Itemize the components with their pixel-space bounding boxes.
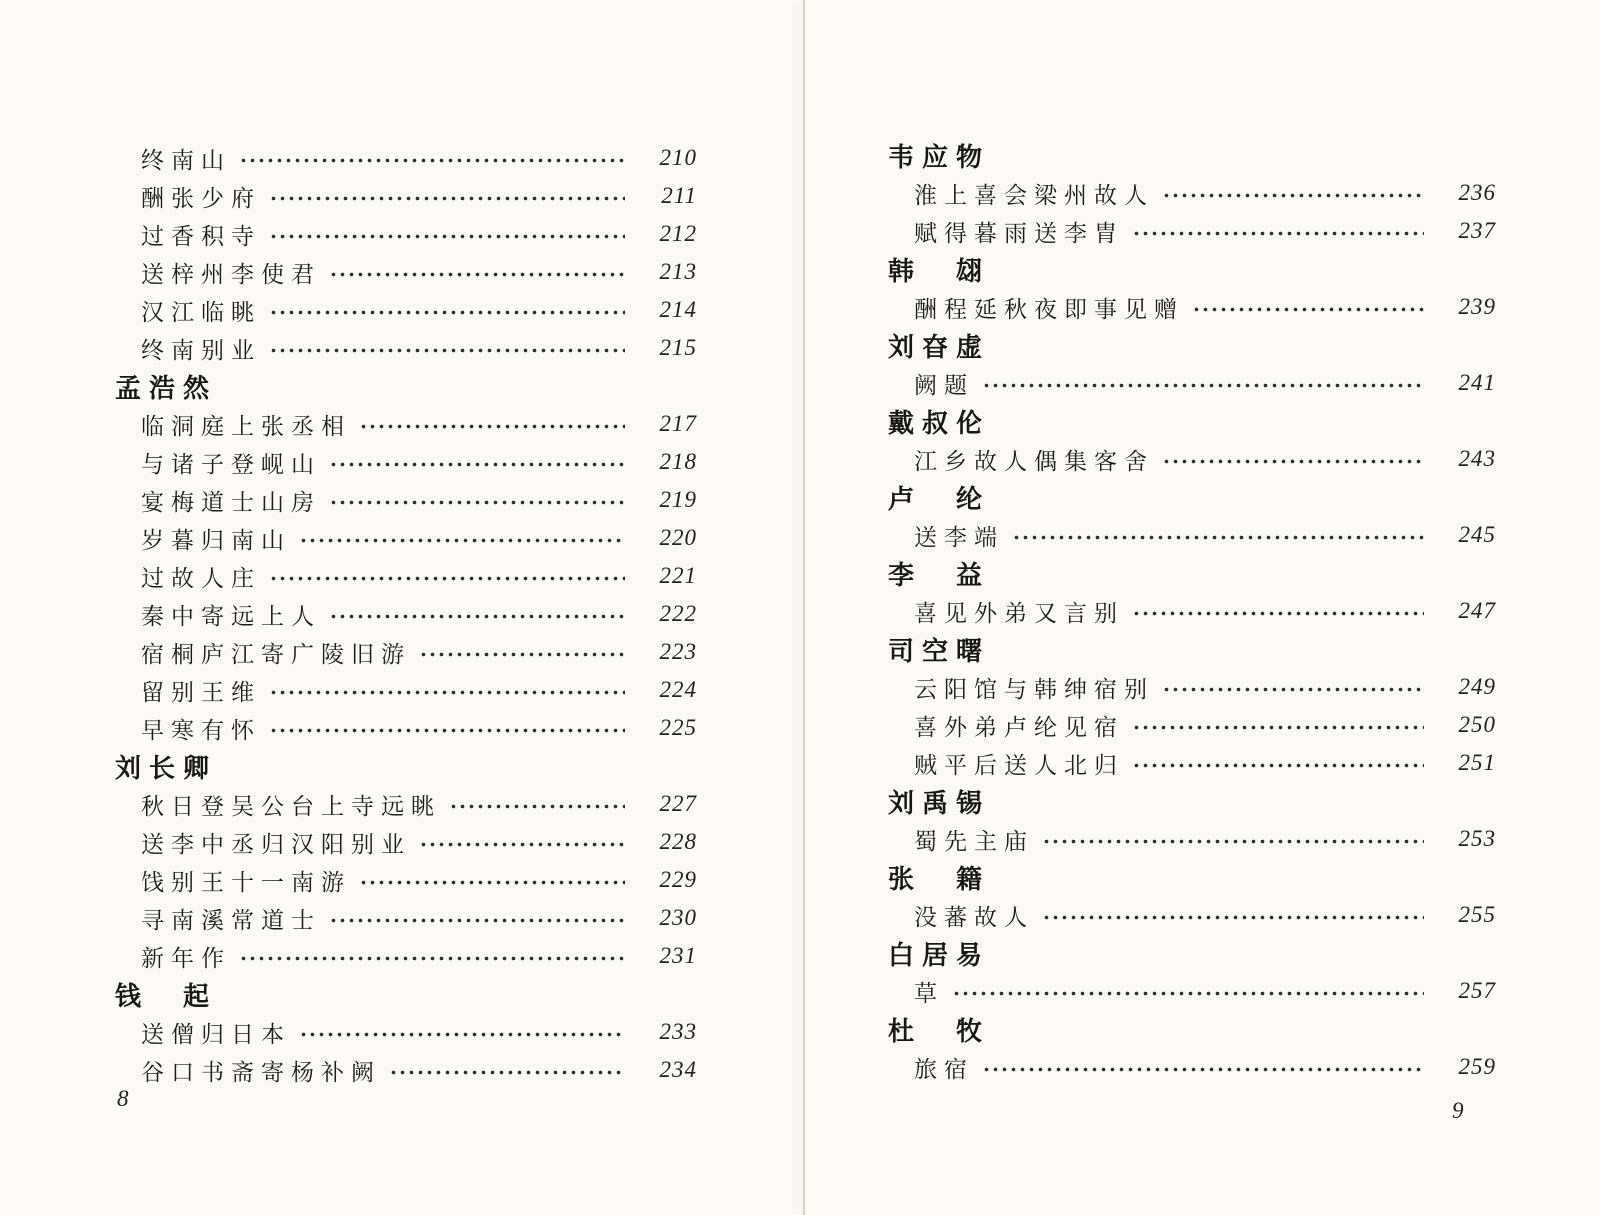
poem-title: 终南山 <box>141 147 231 173</box>
dot-leader <box>391 1070 625 1076</box>
dot-leader <box>421 842 625 848</box>
toc-entry-row <box>888 592 1496 630</box>
author-name: 刘昚虚 <box>888 332 991 362</box>
toc-entry-row <box>115 671 697 709</box>
author-name: 杜 牧 <box>888 1016 991 1046</box>
toc-entry-row <box>115 633 697 671</box>
dot-leader <box>1164 193 1424 199</box>
toc-page-right <box>888 136 1496 1086</box>
toc-entry-row <box>115 405 697 443</box>
poem-title: 宴梅道士山房 <box>141 489 321 515</box>
page-ref-number: 214 <box>659 297 697 322</box>
dot-leader <box>1044 839 1424 845</box>
page-ref-number: 211 <box>661 183 697 208</box>
page-ref-number: 233 <box>659 1019 697 1044</box>
toc-entry-row <box>115 519 697 557</box>
dot-leader <box>361 880 625 886</box>
poem-title: 秦中寄远上人 <box>141 603 321 629</box>
toc-entry-row <box>115 1051 697 1089</box>
page-number-left: 8 <box>117 1086 129 1111</box>
toc-entry-row <box>115 215 697 253</box>
author-heading-row <box>888 326 1496 364</box>
dot-leader <box>241 956 625 962</box>
poem-title: 送李中丞归汉阳别业 <box>141 831 411 857</box>
author-name: 刘长卿 <box>115 753 218 783</box>
toc-entry-row <box>888 288 1496 326</box>
dot-leader <box>301 1032 625 1038</box>
page-ref-number: 247 <box>1458 598 1496 623</box>
dot-leader <box>271 310 625 316</box>
poem-title: 谷口书斋寄杨补阙 <box>141 1059 381 1085</box>
dot-leader <box>1014 535 1424 541</box>
author-heading-row <box>115 747 697 785</box>
toc-entry-row <box>115 709 697 747</box>
author-name: 李 益 <box>888 560 991 590</box>
author-heading-row <box>888 782 1496 820</box>
poem-title: 留别王维 <box>141 679 261 705</box>
dot-leader <box>271 728 625 734</box>
page-ref-number: 225 <box>659 715 697 740</box>
toc-entry-row <box>888 1048 1496 1086</box>
poem-title: 早寒有怀 <box>141 717 261 743</box>
toc-entry-row <box>115 177 697 215</box>
author-heading-row <box>115 367 697 405</box>
dot-leader <box>1134 611 1424 617</box>
dot-leader <box>271 196 625 202</box>
author-name: 韩 翃 <box>888 256 991 286</box>
page-ref-number: 239 <box>1458 294 1496 319</box>
page-ref-number: 222 <box>659 601 697 626</box>
poem-title: 饯别王十一南游 <box>141 869 351 895</box>
author-heading-row <box>888 1010 1496 1048</box>
page-ref-number: 221 <box>659 563 697 588</box>
page-ref-number: 213 <box>659 259 697 284</box>
poem-title: 草 <box>914 980 944 1006</box>
author-name: 钱 起 <box>115 981 218 1011</box>
author-name: 卢 纶 <box>888 484 991 514</box>
dot-leader <box>331 614 625 620</box>
page-ref-number: 251 <box>1458 750 1496 775</box>
page-ref-number: 250 <box>1458 712 1496 737</box>
dot-leader <box>361 424 625 430</box>
toc-entry-row <box>115 595 697 633</box>
dot-leader <box>301 538 625 544</box>
page-ref-number: 245 <box>1458 522 1496 547</box>
page-ref-number: 215 <box>659 335 697 360</box>
page-ref-number: 223 <box>659 639 697 664</box>
author-heading-row <box>888 402 1496 440</box>
dot-leader <box>1194 307 1424 313</box>
page-ref-number: 218 <box>659 449 697 474</box>
page-ref-number: 241 <box>1458 370 1496 395</box>
dot-leader <box>984 1067 1424 1073</box>
author-heading-row <box>115 975 697 1013</box>
poem-title: 过香积寺 <box>141 223 261 249</box>
toc-entry-row <box>115 139 697 177</box>
dot-leader <box>271 234 625 240</box>
page-ref-number: 230 <box>659 905 697 930</box>
poem-title: 酬张少府 <box>141 185 261 211</box>
page-ref-number: 243 <box>1458 446 1496 471</box>
toc-entry-row <box>115 443 697 481</box>
poem-title: 淮上喜会梁州故人 <box>914 182 1154 208</box>
poem-title: 蜀先主庙 <box>914 828 1034 854</box>
toc-entry-row <box>888 820 1496 858</box>
toc-entry-row <box>115 899 697 937</box>
dot-leader <box>331 462 625 468</box>
toc-entry-row <box>115 329 697 367</box>
dot-leader <box>271 576 625 582</box>
poem-title: 新年作 <box>141 945 231 971</box>
author-name: 戴叔伦 <box>888 408 991 438</box>
dot-leader <box>984 383 1424 389</box>
page-ref-number: 229 <box>659 867 697 892</box>
poem-title: 送李端 <box>914 524 1004 550</box>
dot-leader <box>1164 687 1424 693</box>
poem-title: 宿桐庐江寄广陵旧游 <box>141 641 411 667</box>
author-name: 韦应物 <box>888 142 991 172</box>
author-name: 孟浩然 <box>115 373 218 403</box>
poem-title: 过故人庄 <box>141 565 261 591</box>
page-ref-number: 217 <box>659 411 697 436</box>
poem-title: 喜外弟卢纶见宿 <box>914 714 1124 740</box>
dot-leader <box>954 991 1424 997</box>
page-ref-number: 220 <box>659 525 697 550</box>
dot-leader <box>421 652 625 658</box>
page-number-right: 9 <box>1452 1098 1464 1123</box>
toc-entry-row <box>888 174 1496 212</box>
toc-entry-row <box>888 896 1496 934</box>
dot-leader <box>1044 915 1424 921</box>
poem-title: 秋日登吴公台上寺远眺 <box>141 793 441 819</box>
page-ref-number: 253 <box>1458 826 1496 851</box>
dot-leader <box>241 158 625 164</box>
poem-title: 寻南溪常道士 <box>141 907 321 933</box>
author-heading-row <box>888 136 1496 174</box>
page-ref-number: 236 <box>1458 180 1496 205</box>
author-heading-row <box>888 934 1496 972</box>
toc-page-left <box>115 139 697 1089</box>
page-ref-number: 224 <box>659 677 697 702</box>
poem-title: 终南别业 <box>141 337 261 363</box>
page-ref-number: 227 <box>659 791 697 816</box>
dot-leader <box>331 500 625 506</box>
dot-leader <box>1134 725 1424 731</box>
page-ref-number: 259 <box>1458 1054 1496 1079</box>
page-ref-number: 210 <box>659 145 697 170</box>
poem-title: 云阳馆与韩绅宿别 <box>914 676 1154 702</box>
author-heading-row <box>888 858 1496 896</box>
toc-entry-row <box>115 291 697 329</box>
page-ref-number: 212 <box>659 221 697 246</box>
toc-entry-row <box>115 1013 697 1051</box>
poem-title: 与诸子登岘山 <box>141 451 321 477</box>
toc-entry-row <box>115 823 697 861</box>
author-heading-row <box>888 250 1496 288</box>
page-ref-number: 257 <box>1458 978 1496 1003</box>
toc-entry-row <box>888 744 1496 782</box>
toc-entry-row <box>888 440 1496 478</box>
toc-entry-row <box>115 557 697 595</box>
poem-title: 没蕃故人 <box>914 904 1034 930</box>
author-heading-row <box>888 630 1496 668</box>
author-name: 白居易 <box>888 940 991 970</box>
poem-title: 旅宿 <box>914 1056 974 1082</box>
page-ref-number: 219 <box>659 487 697 512</box>
poem-title: 喜见外弟又言别 <box>914 600 1124 626</box>
author-name: 刘禹锡 <box>888 788 991 818</box>
dot-leader <box>451 804 625 810</box>
toc-entry-row <box>888 972 1496 1010</box>
page-ref-number: 255 <box>1458 902 1496 927</box>
page-ref-number: 228 <box>659 829 697 854</box>
poem-title: 临洞庭上张丞相 <box>141 413 351 439</box>
dot-leader <box>1164 459 1424 465</box>
dot-leader <box>271 348 625 354</box>
dot-leader <box>1134 763 1424 769</box>
page-ref-number: 249 <box>1458 674 1496 699</box>
poem-title: 汉江临眺 <box>141 299 261 325</box>
poem-title: 江乡故人偶集客舍 <box>914 448 1154 474</box>
poem-title: 赋得暮雨送李胄 <box>914 220 1124 246</box>
author-heading-row <box>888 554 1496 592</box>
dot-leader <box>271 690 625 696</box>
poem-title: 酬程延秋夜即事见赠 <box>914 296 1184 322</box>
poem-title: 送梓州李使君 <box>141 261 321 287</box>
author-name: 张 籍 <box>888 864 991 894</box>
toc-entry-row <box>115 937 697 975</box>
toc-entry-row <box>888 212 1496 250</box>
toc-entry-row <box>115 785 697 823</box>
toc-entry-row <box>888 668 1496 706</box>
page-gutter-line <box>803 0 805 1215</box>
toc-entry-row <box>888 516 1496 554</box>
toc-entry-row <box>888 706 1496 744</box>
poem-title: 岁暮归南山 <box>141 527 291 553</box>
poem-title: 阙题 <box>914 372 974 398</box>
toc-entry-row <box>115 861 697 899</box>
page-ref-number: 234 <box>659 1057 697 1082</box>
toc-entry-row <box>888 364 1496 402</box>
page-ref-number: 231 <box>659 943 697 968</box>
poem-title: 送僧归日本 <box>141 1021 291 1047</box>
dot-leader <box>331 918 625 924</box>
page-ref-number: 237 <box>1458 218 1496 243</box>
dot-leader <box>1134 231 1424 237</box>
author-name: 司空曙 <box>888 636 991 666</box>
poem-title: 贼平后送人北归 <box>914 752 1124 778</box>
dot-leader <box>331 272 625 278</box>
author-heading-row <box>888 478 1496 516</box>
toc-entry-row <box>115 481 697 519</box>
toc-entry-row <box>115 253 697 291</box>
